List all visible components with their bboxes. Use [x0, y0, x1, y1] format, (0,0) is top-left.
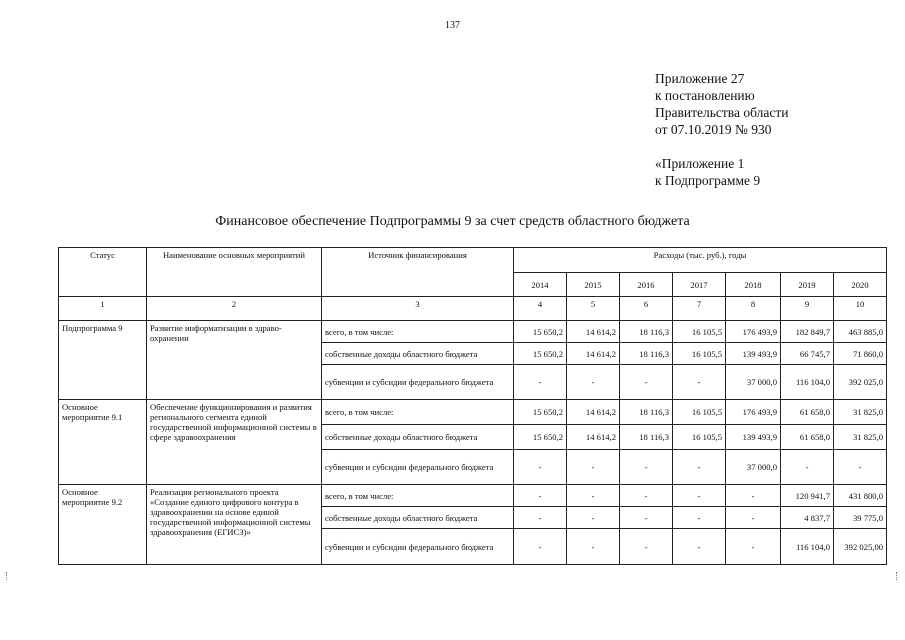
- row-value: 37 000,0: [726, 450, 781, 485]
- row-value: 16 105,5: [673, 400, 726, 425]
- column-number: 8: [726, 297, 781, 321]
- row-value: -: [620, 507, 673, 529]
- row-value: -: [673, 450, 726, 485]
- row-value: -: [673, 507, 726, 529]
- row-value: -: [673, 485, 726, 507]
- row-funding-source: всего, в том числе:: [322, 485, 514, 507]
- row-value: 116 104,0: [781, 365, 834, 400]
- page-number: 137: [445, 20, 460, 31]
- row-value: 463 885,0: [834, 321, 887, 343]
- row-value: -: [620, 365, 673, 400]
- row-value: 392 025,0: [834, 365, 887, 400]
- header-name: Наименование основных мероприятий: [147, 248, 322, 297]
- row-activity-name: Обеспечение функционирования и развития регионального сегмента единой государственной информационной системы в сфере здравоохранения: [147, 400, 322, 485]
- row-value: -: [514, 507, 567, 529]
- column-number: 2: [147, 297, 322, 321]
- appendix-line: Приложение 27: [655, 71, 745, 86]
- row-funding-source: собственные доходы областного бюджета: [322, 425, 514, 450]
- row-funding-source: собственные доходы областного бюджета: [322, 343, 514, 365]
- row-value: -: [567, 529, 620, 565]
- row-value: -: [726, 507, 781, 529]
- row-value: -: [567, 485, 620, 507]
- row-value: 18 116,3: [620, 425, 673, 450]
- row-value: 66 745,7: [781, 343, 834, 365]
- row-funding-source: субвенции и субсидии федерального бюджета: [322, 450, 514, 485]
- row-status: Подпрограмма 9: [59, 321, 147, 400]
- row-value: 116 104,0: [781, 529, 834, 565]
- header-year: 2020: [834, 273, 887, 297]
- row-value: 61 658,0: [781, 400, 834, 425]
- row-value: 15 650,2: [514, 321, 567, 343]
- row-value: 176 493,9: [726, 321, 781, 343]
- row-value: 16 105,5: [673, 343, 726, 365]
- row-funding-source: всего, в том числе:: [322, 400, 514, 425]
- appendix-line: «Приложение 1: [655, 156, 745, 171]
- header-year: 2015: [567, 273, 620, 297]
- column-number: 5: [567, 297, 620, 321]
- row-value: -: [514, 485, 567, 507]
- row-value: -: [673, 365, 726, 400]
- row-value: 16 105,5: [673, 425, 726, 450]
- row-value: -: [834, 450, 887, 485]
- appendix-line: к Подпрограмме 9: [655, 173, 761, 188]
- appendix-line: от 07.10.2019 № 930: [655, 122, 772, 137]
- row-value: 18 116,3: [620, 321, 673, 343]
- row-value: -: [620, 485, 673, 507]
- scan-edge-mark: [896, 572, 899, 580]
- row-value: 16 105,5: [673, 321, 726, 343]
- row-value: 15 650,2: [514, 400, 567, 425]
- header-year: 2017: [673, 273, 726, 297]
- financing-table: [58, 247, 887, 565]
- appendix-line: Правительства области: [655, 105, 789, 120]
- document-title: Финансовое обеспечение Подпрограммы 9 за счет средств областного бюджета: [215, 214, 690, 229]
- row-value: 4 837,7: [781, 507, 834, 529]
- row-value: -: [567, 450, 620, 485]
- row-value: 14 614,2: [567, 425, 620, 450]
- row-value: -: [726, 485, 781, 507]
- row-funding-source: субвенции и субсидии федерального бюджета: [322, 529, 514, 565]
- row-value: 14 614,2: [567, 343, 620, 365]
- column-number: 10: [834, 297, 887, 321]
- row-status: Основное мероприятие 9.1: [59, 400, 147, 485]
- row-value: 18 116,3: [620, 400, 673, 425]
- header-status: Статус: [59, 248, 147, 297]
- row-value: -: [781, 450, 834, 485]
- row-value: 15 650,2: [514, 425, 567, 450]
- header-source: Источник финансирования: [322, 248, 514, 297]
- row-value: 31 825,0: [834, 400, 887, 425]
- row-value: 139 493,9: [726, 425, 781, 450]
- row-value: 39 775,0: [834, 507, 887, 529]
- row-activity-name: Реализация регионального проекта «Создание единого цифрового контура в здравоохранении на основе единой государственной информационной системы здравоохранения (ЕГИСЗ)»: [147, 485, 322, 565]
- header-expenses: Расходы (тыс. руб.), годы: [514, 248, 887, 273]
- column-number: 4: [514, 297, 567, 321]
- appendix-line: к постановлению: [655, 88, 755, 103]
- column-number: 3: [322, 297, 514, 321]
- row-value: 15 650,2: [514, 343, 567, 365]
- row-value: -: [514, 365, 567, 400]
- column-number: 1: [59, 297, 147, 321]
- row-funding-source: субвенции и субсидии федерального бюджета: [322, 365, 514, 400]
- row-value: -: [567, 365, 620, 400]
- table-row: [59, 321, 887, 343]
- row-value: 14 614,2: [567, 400, 620, 425]
- row-value: -: [620, 450, 673, 485]
- row-value: 71 860,0: [834, 343, 887, 365]
- row-activity-name: Развитие информатизации в здраво-охранении: [147, 321, 322, 400]
- row-funding-source: всего, в том числе:: [322, 321, 514, 343]
- header-year: 2016: [620, 273, 673, 297]
- column-number: 6: [620, 297, 673, 321]
- row-value: -: [514, 450, 567, 485]
- row-value: 431 800,0: [834, 485, 887, 507]
- row-value: 176 493,9: [726, 400, 781, 425]
- column-number: 7: [673, 297, 726, 321]
- header-year: 2014: [514, 273, 567, 297]
- row-value: -: [514, 529, 567, 565]
- row-value: 18 116,3: [620, 343, 673, 365]
- row-value: 31 825,0: [834, 425, 887, 450]
- table-row: [59, 485, 887, 507]
- row-value: 392 025,00: [834, 529, 887, 565]
- row-value: 37 000,0: [726, 365, 781, 400]
- row-value: 14 614,2: [567, 321, 620, 343]
- row-value: 182 849,7: [781, 321, 834, 343]
- row-value: 61 658,0: [781, 425, 834, 450]
- row-value: 120 941,7: [781, 485, 834, 507]
- row-value: -: [620, 529, 673, 565]
- row-funding-source: собственные доходы областного бюджета: [322, 507, 514, 529]
- appendix-header: [655, 70, 788, 189]
- header-year: 2019: [781, 273, 834, 297]
- table-row: [59, 400, 887, 425]
- row-value: -: [673, 529, 726, 565]
- row-status: Основное мероприятие 9.2: [59, 485, 147, 565]
- row-value: -: [726, 529, 781, 565]
- header-year: 2018: [726, 273, 781, 297]
- scan-edge-mark: [6, 572, 9, 580]
- row-value: 139 493,9: [726, 343, 781, 365]
- column-number: 9: [781, 297, 834, 321]
- row-value: -: [567, 507, 620, 529]
